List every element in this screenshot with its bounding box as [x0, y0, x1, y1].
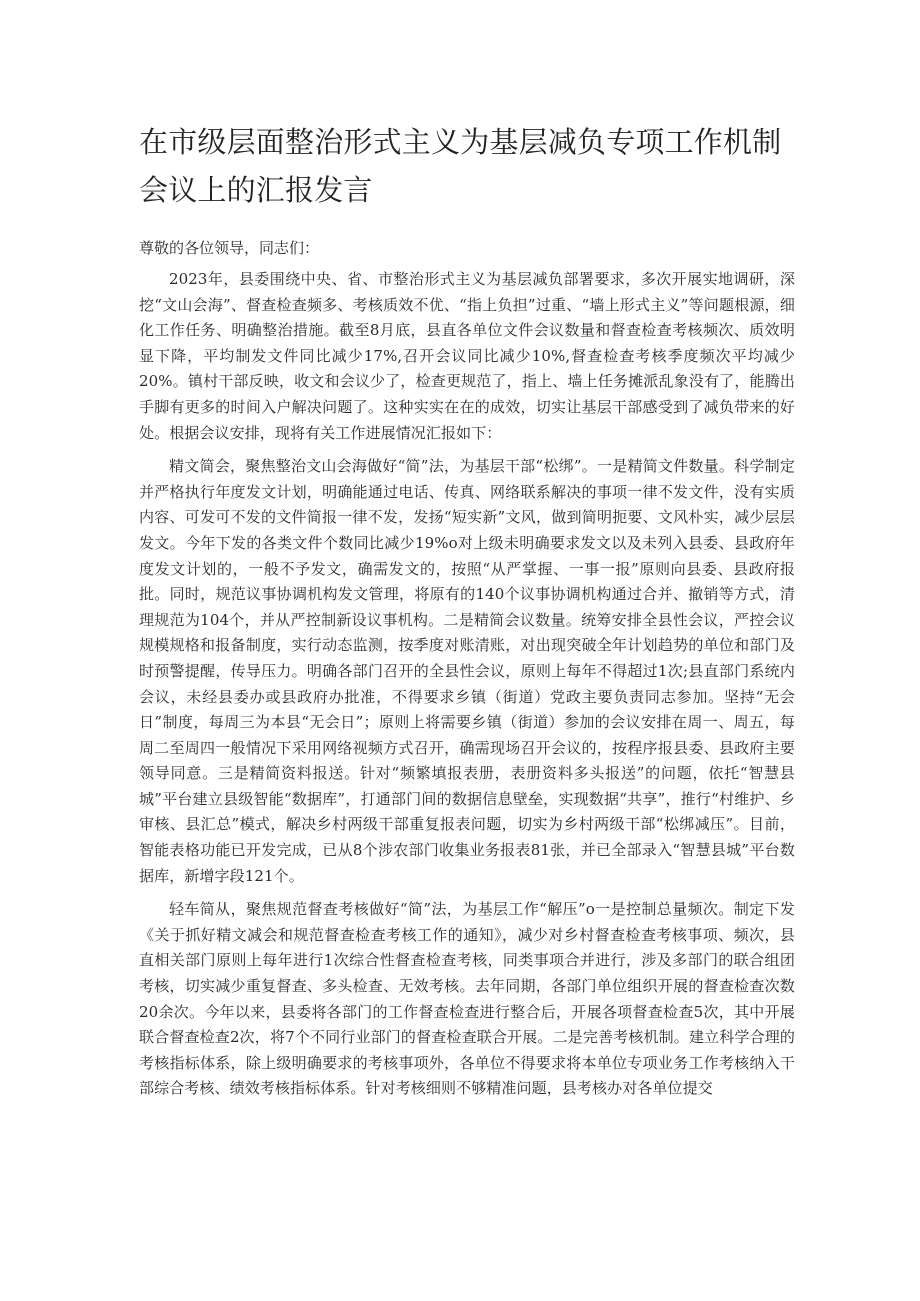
salutation: 尊敬的各位领导，同志们：	[139, 239, 320, 257]
document-title: 在市级层面整治形式主义为基层减负专项工作机制会议上的汇报发言	[139, 125, 782, 207]
document-body	[139, 118, 795, 1110]
paragraph-streamline-documents-meetings: 精文简会，聚焦整治文山会海做好“简”法，为基层干部“松绑”。一是精简文件数量。科学制定并严格执行年度发文计划，明确能通过电话、传真、网络联系解决的事项一律不发文件，没有实质内容、可发可不发的文件简报一律不发，发扬“短实新”文风，做到简明扼要、文风朴实，减少层层发文。今年下发的各类文件个数同比减少19%o对上级未明确要求发文以及未列入县委、县政府年度发文计划的，一般不予发文，确需发文的，按照“从严掌握、一事一报”原则向县委、县政府报批。同时，规范议事协调机构发文管理，将原有的140个议事协调机构通过合并、撤销等方式，清理规范为104个，并从严控制新设议事机构。二是精简会议数量。统筹安排全县性会议，严控会议规模规格和报备制度，实行动态监测，按季度对账清账，对出现突破全年计划趋势的单位和部门及时预警提醒，传导压力。明确各部门召开的全县性会议，原则上每年不得超过1次;县直部门系统内会议，未经县委办或县政府办批准，不得要求乡镇（街道）党政主要负责同志参加。坚持“无会日”制度，每周三为本县“无会日”；原则上将需要乡镇（街道）参加的会议安排在周一、周五，每周二至周四一般情况下采用网络视频方式召开，确需现场召开会议的，按程序报县委、县政府主要领导同意。三是精简资料报送。针对“频繁填报表册，表册资料多头报送”的问题，依托“智慧县城”平台建立县级智能“数据库”，打通部门间的数据信息壁垒，实现数据“共享”，推行“村维护、乡审核、县汇总”模式，解决乡村两级干部重复报表问题，切实为乡村两级干部“松绑减压”。目前，智能表格功能已开发完成，已从8个涉农部门收集业务报表81张，并已全部录入“智慧县城”平台数据库，新增字段121个。	[139, 457, 795, 885]
paragraph-streamline-inspections: 轻车简从，聚焦规范督查考核做好“简”法，为基层工作“解压”o一是控制总量频次。制定下发《关于抓好精文减会和规范督查检查考核工作的通知》，减少对乡村督查检查考核事项、频次，县直相关部门原则上每年进行1次综合性督查检查考核，同类事项合并进行，涉及多部门的联合组团考核，切实减少重复督查、多头检查、无效考核。去年同期，各部门单位组织开展的督查检查次数20余次。今年以来，县委将各部门的工作督查检查进行整合后，开展各项督查检查5次，其中开展联合督查检查2次，将7个不同行业部门的督查检查联合开展。二是完善考核机制。建立科学合理的考核指标体系，除上级明确要求的考核事项外，各单位不得要求将本单位专项业务工作考核纳入干部综合考核、绩效考核指标体系。针对考核细则不够精准问题，县考核办对各单位提交	[139, 900, 795, 1098]
paragraph-intro: 2023年，县委围绕中央、省、市整治形式主义为基层减负部署要求，多次开展实地调研，深挖“文山会海”、督查检查频多、考核质效不优、“指上负担”过重、“墙上形式主义”等问题根源，细化工作任务、明确整治措施。截至8月底，县直各单位文件会议数量和督查检查考核频次、质效明显下降，平均制发文件同比减少17%,召开会议同比减少10%,督查检查考核季度频次平均减少20%。镇村干部反映，收文和会议少了，检查更规范了，指上、墙上任务摊派乱象没有了，能腾出手脚有更多的时间入户解决问题了。这种实实在在的成效，切实让基层干部感受到了减负带来的好处。根据会议安排，现将有关工作进展情况汇报如下：	[139, 270, 795, 442]
